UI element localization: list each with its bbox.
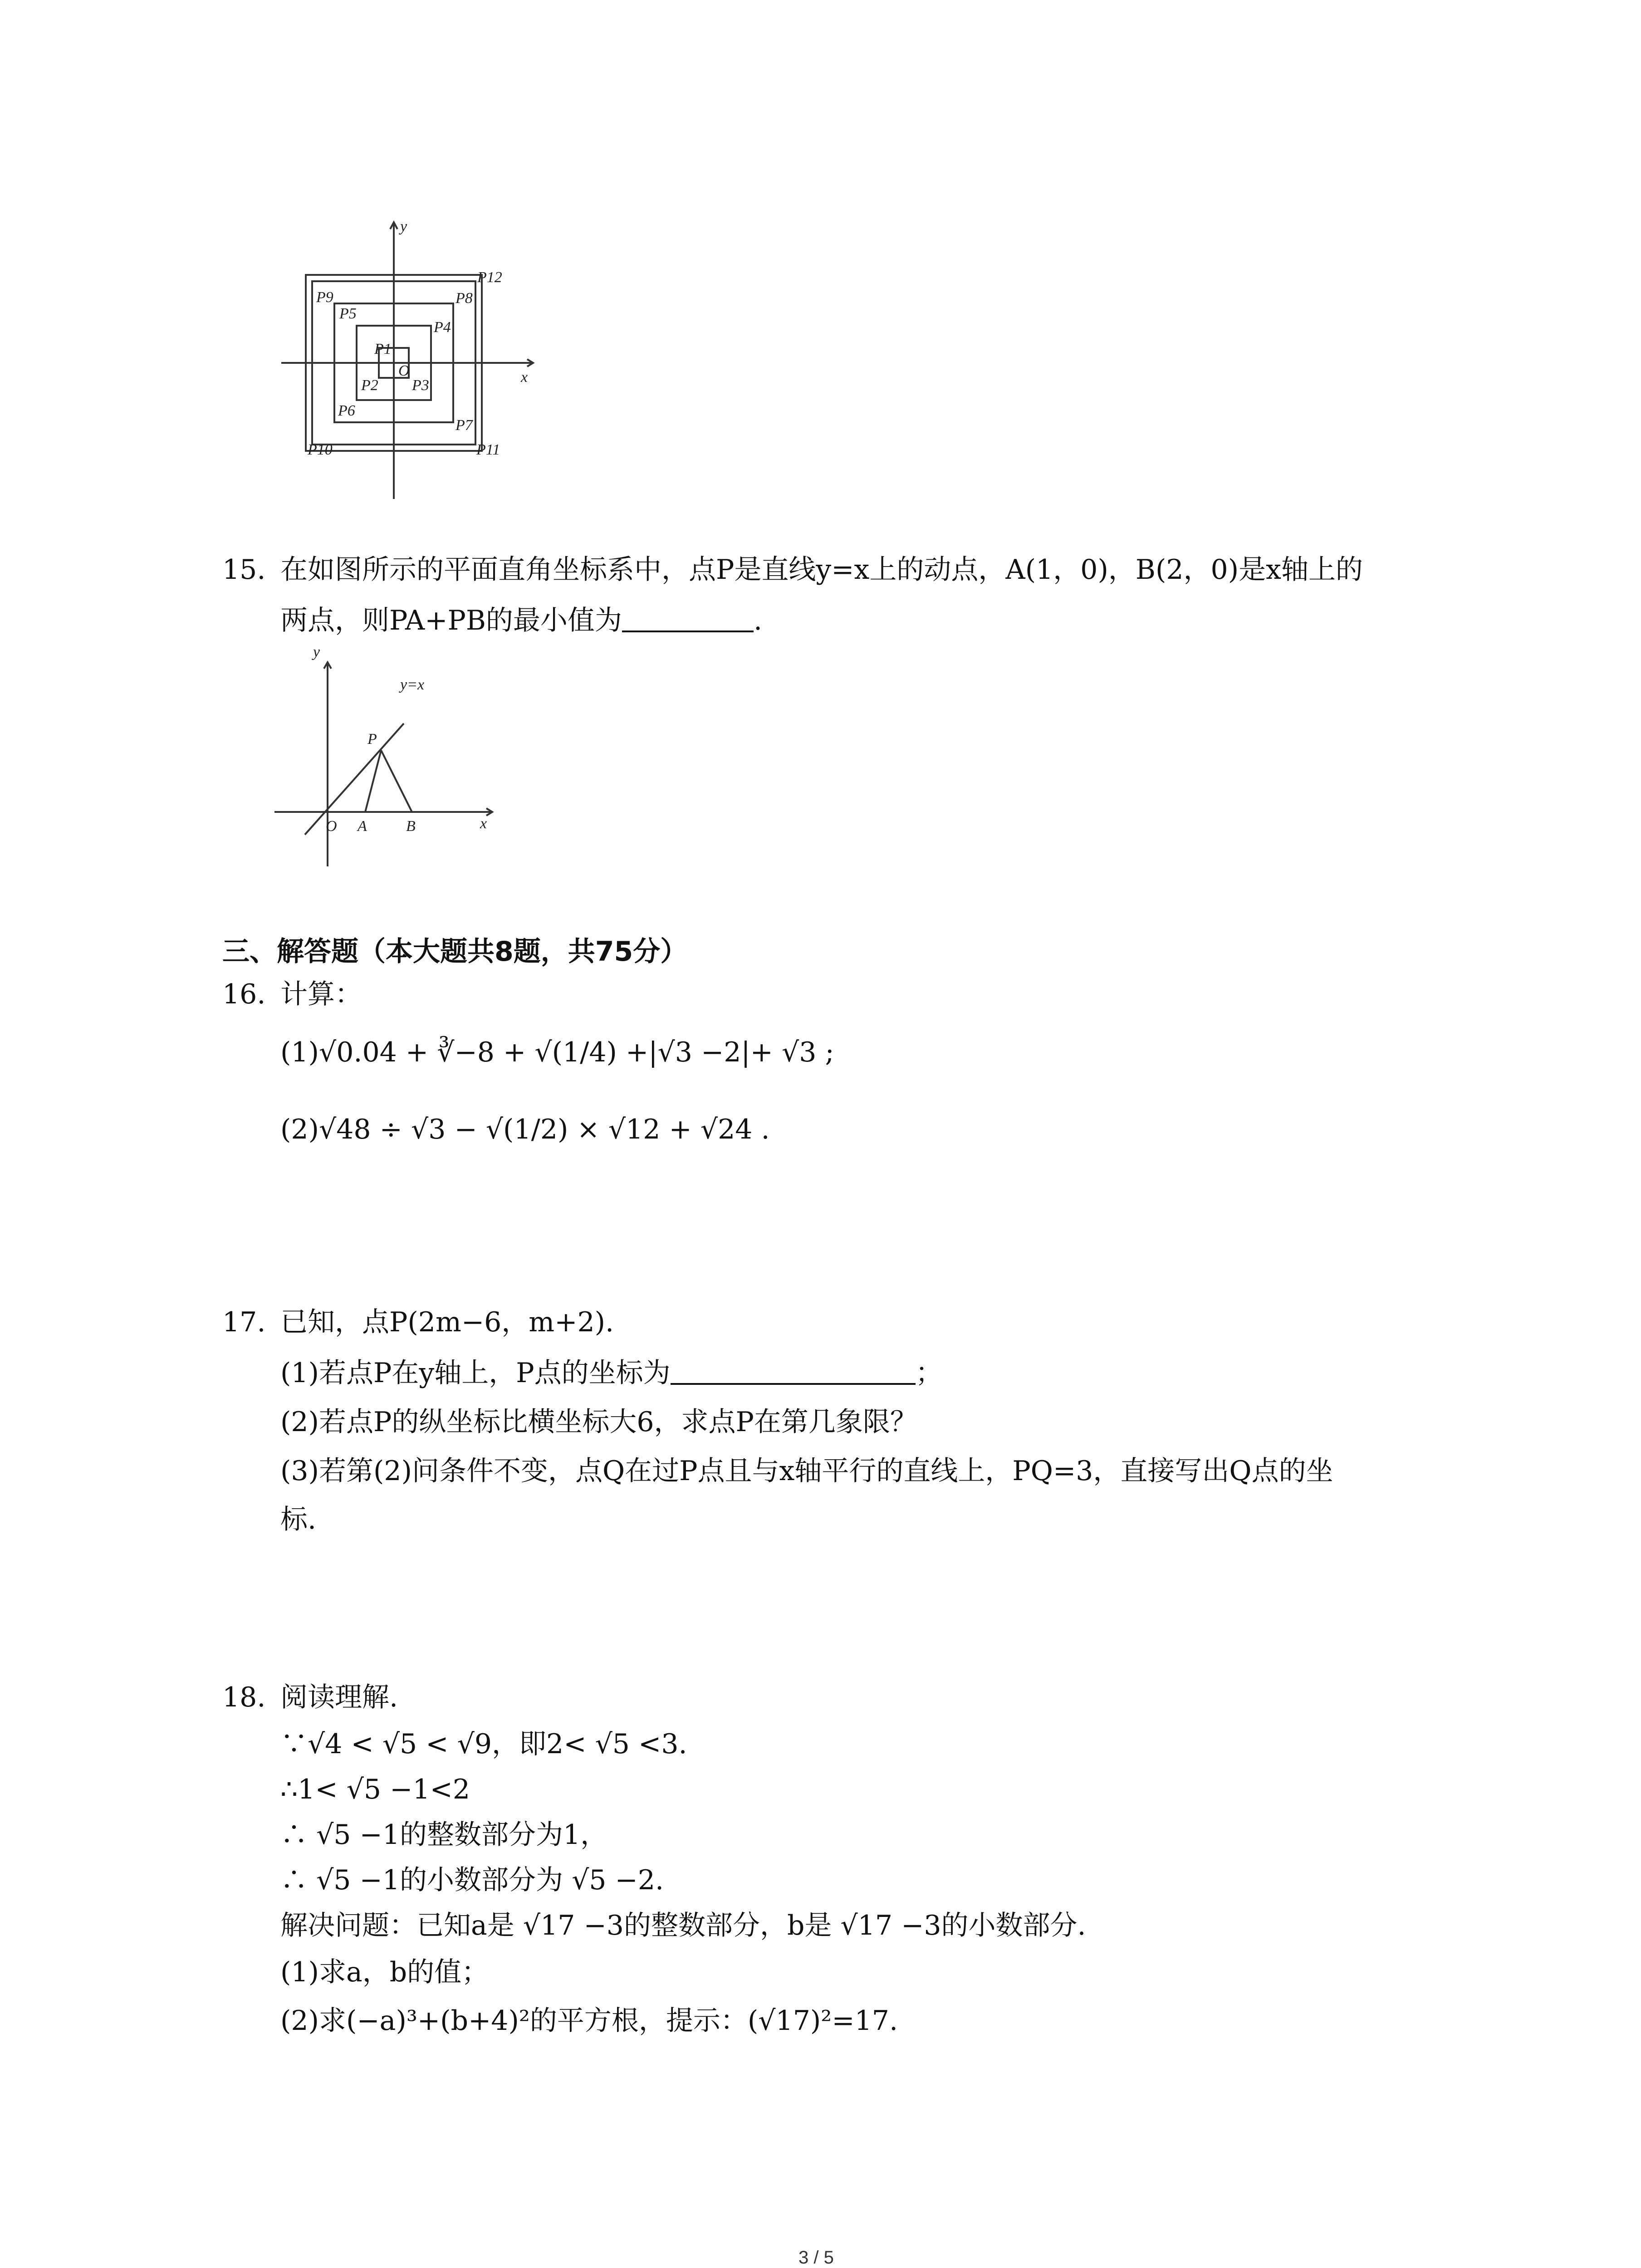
q17-part3: (3)若第(2)问条件不变，点Q在过P点且与x轴平行的直线上，PQ=3，直接写出Q点的坐 <box>280 1455 1333 1487</box>
q18-number: 18. <box>222 1681 266 1713</box>
q18-part2: (2)求(−a)³+(b+4)²的平方根，提示：(√17)²=17. <box>280 2005 898 2037</box>
page-number: 3 / 5 <box>798 2248 834 2268</box>
q18-line5: 解决问题：已知a是 √17 −3的整数部分，b是 √17 −3的小数部分. <box>280 1910 1086 1941</box>
p4-label: P4 <box>434 319 451 336</box>
p1-label: P1 <box>374 341 392 357</box>
x-label: x <box>480 815 487 832</box>
spiral-squares-figure <box>272 213 544 503</box>
p8-label: P8 <box>456 290 473 307</box>
b-label: B <box>406 818 416 835</box>
x-label: x <box>521 369 528 386</box>
p5-label: P5 <box>339 305 357 322</box>
p3-label: P3 <box>412 377 429 394</box>
q17-part1-end: ； <box>915 1357 943 1389</box>
line-yx-figure <box>268 635 504 875</box>
p12-label: P12 <box>477 269 502 286</box>
y-label: y <box>400 218 407 235</box>
line-y-equals-x <box>305 723 404 835</box>
q15-text: 两点，则PA+PB的最小值为 <box>280 605 622 636</box>
section-3-title: 三、解答题（本大题共8题，共75分） <box>222 936 688 968</box>
q18-line2: ∴1< √5 −1<2 <box>280 1774 470 1805</box>
q17-answer-blank[interactable] <box>671 1383 916 1385</box>
p6-label: P6 <box>338 402 355 419</box>
p-label: P <box>367 731 377 748</box>
p11-label: P11 <box>476 441 500 458</box>
segment-PA <box>365 750 381 812</box>
q15-line2 <box>280 607 762 634</box>
q15-line1: 在如图所示的平面直角坐标系中，点P是直线y=x上的动点，A(1，0)，B(2，0)是x轴上的 <box>280 554 1363 586</box>
q18-part1: (1)求a，b的值； <box>280 1956 489 1988</box>
q15-answer-blank[interactable] <box>622 631 754 632</box>
q15-number: 15. <box>222 554 266 586</box>
q16-stem: 计算： <box>280 978 362 1010</box>
p9-label: P9 <box>316 289 333 306</box>
segment-PB <box>381 750 412 812</box>
q17-stem: 已知，点P(2m−6，m+2). <box>280 1306 614 1338</box>
q16-part2: (2)√48 ÷ √3 − √(1/2) × √12 + √24 . <box>280 1114 770 1145</box>
q15-period: . <box>753 605 763 636</box>
p7-label: P7 <box>456 417 473 434</box>
o-label: O <box>326 818 337 835</box>
p10-label: P10 <box>308 441 333 458</box>
q17-part3-cont: 标. <box>280 1504 317 1535</box>
line-label: y=x <box>400 676 425 693</box>
y-label: y <box>313 644 320 660</box>
q17-part1 <box>280 1359 943 1387</box>
origin-label: O <box>398 362 410 379</box>
q18-line3: ∴ √5 −1的整数部分为1， <box>280 1819 608 1851</box>
q17-number: 17. <box>222 1306 266 1338</box>
q18-line4: ∴ √5 −1的小数部分为 √5 −2. <box>280 1864 664 1896</box>
q18-line1: ∵√4 < √5 < √9，即2< √5 <3. <box>280 1728 687 1760</box>
q17-part1-text: (1)若点P在y轴上，P点的坐标为 <box>280 1357 671 1389</box>
q18-stem: 阅读理解. <box>280 1681 398 1713</box>
q16-part1: (1)√0.04 + ∛−8 + √(1/4) +|√3 −2|+ √3 ; <box>280 1036 834 1068</box>
q16-number: 16. <box>222 978 266 1010</box>
a-label: A <box>358 818 367 835</box>
p2-label: P2 <box>361 377 378 394</box>
q17-part2: (2)若点P的纵坐标比横坐标大6，求点P在第几象限？ <box>280 1406 917 1438</box>
